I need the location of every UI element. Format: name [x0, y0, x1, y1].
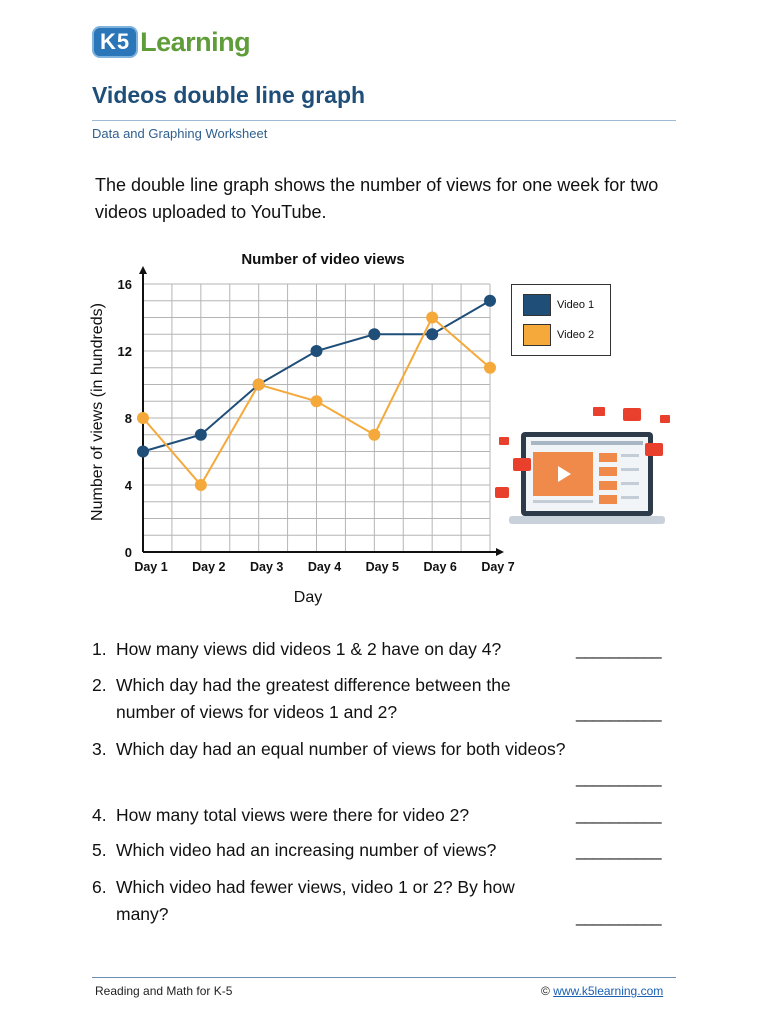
y-tick-label: 0	[124, 545, 132, 560]
video-thumbnail	[599, 453, 617, 462]
question-text: How many views did videos 1 & 2 have on day 4?	[116, 639, 502, 659]
question-number: 5.	[92, 840, 107, 860]
question-1	[92, 636, 566, 663]
y-tick-label: 12	[117, 344, 132, 359]
copyright-symbol: ©	[541, 984, 550, 998]
thumbnail-caption	[621, 482, 639, 485]
logo-word: Learning	[140, 26, 251, 57]
legend-item-video-1	[523, 294, 594, 316]
logo-mark: K5	[92, 26, 138, 58]
intro-text: The double line graph shows the number of views for one week for two videos uploaded to YouTube.	[95, 175, 659, 222]
answer-blank-5[interactable]: __________	[576, 841, 661, 860]
x-tick-label: Day 6	[423, 560, 457, 574]
legend-item-video-2	[523, 324, 594, 346]
chart-axes	[139, 266, 504, 556]
footer-site	[541, 984, 663, 998]
data-point-video-2-day-5	[368, 429, 380, 441]
data-point-video-2-day-7	[484, 362, 496, 374]
chart-title: Number of video views	[241, 251, 405, 268]
y-axis-label: Number of views (in hundreds)	[89, 303, 106, 521]
page-title: Videos double line graph	[92, 82, 366, 108]
question-3	[92, 736, 566, 763]
data-point-video-1-day-5	[368, 328, 380, 340]
x-tick-label: Day 1	[134, 560, 168, 574]
legend-label-video-2: Video 2	[557, 329, 595, 341]
question-number: 4.	[92, 805, 107, 825]
play-icon	[593, 407, 605, 416]
video-thumbnail	[599, 467, 617, 476]
data-point-video-1-day-4	[311, 345, 323, 357]
legend-label-video-1: Video 1	[557, 299, 595, 311]
play-icon	[513, 458, 531, 471]
question-text: Which video had an increasing number of views?	[116, 840, 497, 860]
page-subtitle: Data and Graphing Worksheet	[92, 126, 268, 141]
question-text: How many total views were there for video 2?	[116, 805, 470, 825]
y-tick-label: 8	[124, 411, 132, 426]
thumbnail-caption	[621, 496, 639, 499]
data-point-video-1-day-7	[484, 295, 496, 307]
question-number: 2.	[92, 675, 107, 695]
legend-swatch-video-2	[523, 324, 551, 346]
footer-tagline: Reading and Math for K-5	[95, 984, 233, 998]
x-tick-label: Day 5	[365, 560, 400, 574]
thumbnail-caption	[621, 454, 639, 457]
y-tick-label: 4	[124, 478, 132, 493]
laptop-base	[509, 516, 665, 524]
chart-grid	[143, 284, 490, 552]
play-icon	[495, 487, 509, 498]
question-number: 3.	[92, 739, 107, 759]
question-text: Which day had the greatest difference between the number of views for videos 1 and 2?	[116, 675, 511, 722]
question-number: 1.	[92, 639, 107, 659]
data-point-video-2-day-3	[253, 379, 265, 391]
k5-learning-logo	[92, 22, 250, 62]
x-tick-label: Day 7	[481, 560, 515, 574]
video-thumbnail	[599, 481, 617, 490]
data-point-video-1-day-1	[137, 446, 149, 458]
footer-divider	[92, 977, 676, 978]
x-axis-label: Day	[293, 589, 323, 606]
legend-swatch-video-1	[523, 294, 551, 316]
question-text: Which day had an equal number of views for both videos?	[116, 739, 566, 759]
play-icon	[645, 443, 663, 456]
y-axis-arrow	[139, 266, 147, 274]
answer-blank-2[interactable]: __________	[576, 703, 661, 722]
line-chart	[80, 240, 520, 610]
answer-blank-4[interactable]: __________	[576, 805, 661, 824]
data-point-video-2-day-6	[426, 312, 438, 324]
question-2	[92, 672, 566, 726]
data-point-video-1-day-6	[426, 328, 438, 340]
question-text: Which video had fewer views, video 1 or 2? By how many?	[116, 877, 515, 924]
chart-legend	[511, 284, 611, 356]
question-4	[92, 802, 566, 829]
question-5	[92, 837, 566, 864]
data-point-video-1-day-2	[195, 429, 207, 441]
laptop-video-illustration	[495, 405, 670, 530]
browser-bar	[531, 441, 643, 445]
play-icon	[660, 415, 670, 423]
data-point-video-2-day-2	[195, 479, 207, 491]
thumbnail-caption	[621, 468, 639, 471]
data-point-video-2-day-1	[137, 412, 149, 424]
data-point-video-2-day-4	[311, 395, 323, 407]
x-tick-label: Day 3	[249, 560, 284, 574]
x-tick-label: Day 2	[192, 560, 226, 574]
question-6	[92, 874, 566, 928]
website-link[interactable]: www.k5learning.com	[553, 984, 664, 998]
title-divider	[92, 120, 676, 121]
answer-blank-3[interactable]: __________	[576, 768, 661, 787]
video-caption	[533, 500, 593, 503]
answer-blank-1[interactable]: __________	[576, 640, 661, 659]
video-thumbnail	[599, 495, 617, 504]
question-number: 6.	[92, 877, 107, 897]
answer-blank-6[interactable]: __________	[576, 907, 661, 926]
x-tick-label: Day 4	[307, 560, 342, 574]
x-axis-arrow	[496, 548, 504, 556]
play-icon	[623, 408, 641, 421]
y-tick-label: 16	[117, 277, 132, 292]
play-icon	[499, 437, 509, 445]
